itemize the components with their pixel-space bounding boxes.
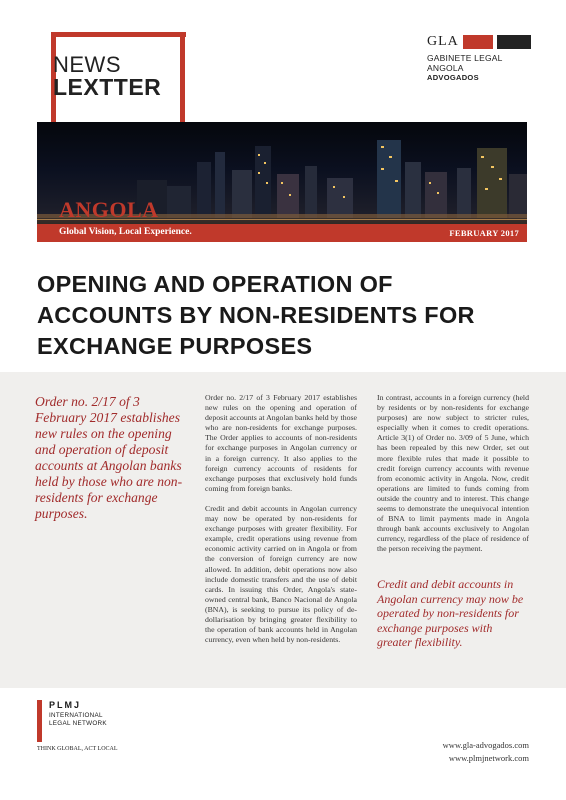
plmj-line2: LEGAL NETWORK bbox=[49, 720, 107, 727]
pull-quote: Credit and debit accounts in Angolan currency may now be operated by non-residents for exchange purposes with greater flexibility. bbox=[377, 577, 524, 650]
plmj-logo-red-bar bbox=[37, 700, 42, 742]
plmj-slogan: THINK GLOBAL, ACT LOCAL bbox=[37, 746, 118, 752]
newsletter-title-line2: LEXTTER bbox=[53, 74, 162, 100]
plmj-website-link[interactable]: www.plmjnetwork.com bbox=[448, 753, 529, 763]
gla-firm-name: GABINETE LEGAL ANGOLA bbox=[427, 53, 503, 73]
plmj-logo bbox=[37, 700, 157, 752]
banner-tagline: Global Vision, Local Experience. bbox=[59, 227, 192, 237]
article-column-1 bbox=[205, 393, 357, 655]
article-column-2 bbox=[377, 393, 529, 565]
gla-website-link[interactable]: www.gla-advogados.com bbox=[442, 740, 529, 750]
column1-paragraph-2: Credit and debit accounts in Angolan currency may now be operated by non-residents for exchange purposes with greater flexibility. For example, credit operations using revenue from economic activity carried on in Angola or from the conversion of foreign currency are now allowed. In addition, debit operations now also include domestic transfers and the use of debit cards. In issuing this Order, Angola's state-owned central bank, Banco Nacional de Angola (BNA), is seeking to pursue its policy of de- dollarisation by bringing greater flexibility to the operation of bank accounts held in Angolan currency, even when held by non-residents. bbox=[205, 503, 357, 645]
banner-country: ANGOLA bbox=[59, 197, 159, 222]
intro-quote: Order no. 2/17 of 3 February 2017 establishes new rules on the opening and operation of deposit accounts at Angolan banks held by those who are non-residents for exchange purposes. bbox=[35, 394, 183, 521]
plmj-name: PLMJ bbox=[49, 700, 82, 710]
article-headline: OPENING AND OPERATION OF ACCOUNTS BY NON-RESIDENTS FOR EXCHANGE PURPOSES bbox=[37, 271, 475, 359]
issue-date: FEBRUARY 2017 bbox=[449, 228, 519, 238]
newsletter-title bbox=[53, 54, 161, 98]
column2-paragraph-1: In contrast, accounts in a foreign currency (held by residents or by non-residents for exchange purposes) are now subject to stricter rules, especially when it comes to credit operations. Article 3(1) of Order no. 3/09 of 5 June, which has been repealed by this new Order, set out more flexible rules that made it possible to credit foreign currency accounts with revenue from economic activity in Angola. Now, credit operations are limited to funds coming from outside the country and to interest. This change seems to demonstrate the unequivocal intention of BNA to limit payments made in Angola through bank accounts exclusively to Angolan currency, regardless of the place of residence of the person receiving the payment. bbox=[377, 393, 529, 554]
gla-firm-sub: ADVOGADOS bbox=[427, 73, 479, 82]
header-frame-right-edge bbox=[180, 32, 185, 122]
newsletter-title-line1: NEWS bbox=[53, 52, 121, 77]
gla-logo-black-bar bbox=[497, 35, 531, 49]
column1-paragraph-1: Order no. 2/17 of 3 February 2017 establishes new rules on the opening and operation of deposit accounts at Angolan banks held by those who are non-residents for exchange purposes. The Order applies to accounts of non-residents for exchange purposes in Angolan currency or in a foreign currency. It also applies to the foreign currency accounts of residents for exchange purposes that exclusively hold funds coming from foreign banks. bbox=[205, 393, 357, 493]
gla-acronym: GLA bbox=[427, 34, 459, 49]
gla-logo-red-bar bbox=[463, 35, 493, 49]
plmj-line1: INTERNATIONAL bbox=[49, 712, 103, 719]
gla-logo bbox=[427, 34, 537, 82]
